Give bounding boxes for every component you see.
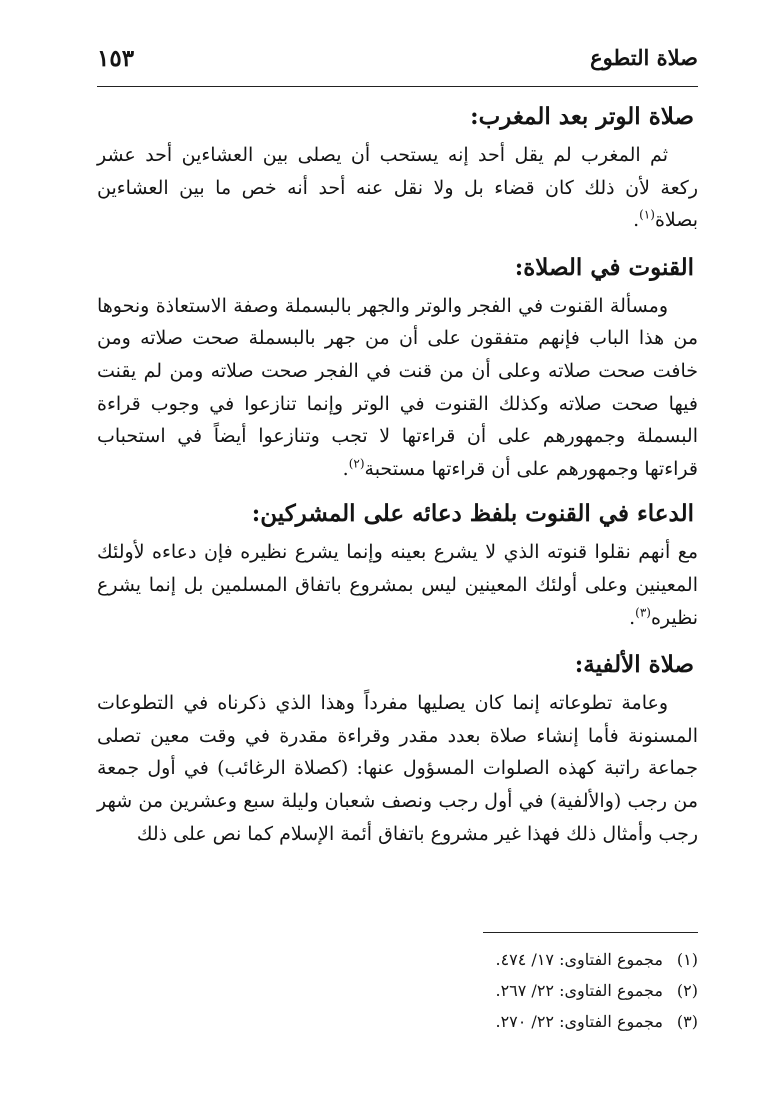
footnote-reference[interactable]: (٣) (635, 605, 651, 620)
paragraph-text: ثم المغرب لم يقل أحد إنه يستحب أن يصلى بين العشاءين أحد عشر ركعة لأن ذلك كان قضاء بل ولا نقل عنه أحد أنه خص ما بين العشاءين بصلاة (97, 144, 698, 232)
footnote-number: (٣) (676, 1012, 698, 1031)
sentence-end: . (342, 457, 349, 480)
footnote-item (97, 944, 698, 975)
section-paragraph (97, 536, 698, 634)
footnote-text: مجموع الفتاوى: ٢٢/ ٢٦٧. (495, 981, 663, 1000)
section-heading-qunut-in-prayer: القنوت في الصلاة: (514, 253, 694, 281)
footnote-text: مجموع الفتاوى: ١٧/ ٤٧٤. (495, 950, 663, 969)
main-text (97, 100, 698, 850)
footnote-item (97, 975, 698, 1006)
footnote-text: مجموع الفتاوى: ٢٢/ ٢٧٠. (495, 1012, 663, 1031)
footnote-number: (١) (676, 950, 698, 969)
footnote-reference[interactable]: (١) (639, 207, 655, 222)
section-paragraph (97, 290, 698, 486)
section-heading-alfiya-prayer: صلاة الألفية: (574, 651, 694, 679)
footnotes (97, 944, 698, 1037)
footnote-divider (483, 932, 698, 933)
section-heading-qunut-dua: الدعاء في القنوت بلفظ دعائه على المشركين: (251, 500, 694, 528)
footnote-number: (٢) (676, 981, 698, 1000)
sentence-end: . (629, 606, 636, 629)
running-header (97, 40, 698, 87)
sentence-end: . (633, 209, 640, 232)
paragraph-text: ومسألة القنوت في الفجر والوتر والجهر بالبسملة وصفة الاستعاذة ونحوها من هذا الباب فإنهم متفقون على أن من جهر بالبسملة صحت صلاته ومن خافت صحت صلاته وعلى أن من قنت في الفجر صحت صلاته ومن لم يقنت فيها صحت صلاته وكذلك القنوت في الوتر وإنما تنازعوا في وجوب قراءة البسملة وجمهورهم على أن قراءتها لا تجب وتنازعوا أيضاً في استحباب قراءتها وجمهورهم على أن قراءتها مستحبة (97, 294, 698, 480)
paragraph-text: مع أنهم نقلوا قنوته الذي لا يشرع بعينه وإنما يشرع نظيره فإن دعاءه لأولئك المعينين وعلى أولئك المعينين ليس بمشروع باتفاق المسلمين بل إنما يشرع نظيره (97, 541, 698, 629)
footnote-item (97, 1006, 698, 1037)
section-paragraph (97, 139, 698, 237)
section-heading-witr-after-maghrib: صلاة الوتر بعد المغرب: (470, 103, 694, 130)
paragraph-text: وعامة تطوعاته إنما كان يصليها مفرداً وهذا الذي ذكرناه في التطوعات المسنونة فأما إنشاء صلاة بعدد مقدر وقراءة مقدرة في وقت معين تصلى جماعة راتبة كهذه الصلوات المسؤول عنها: (كصلاة الرغائب) في أول جمعة من رجب (والألفية) في أول رجب ونصف شعبان وليلة سبع وعشرين من شهر رجب وأمثال ذلك فهذا غير مشروع باتفاق أئمة الإسلام كما نص على ذلك (97, 692, 698, 845)
page-number: ١٥٣ (97, 45, 135, 72)
footnote-reference[interactable]: (٢) (348, 456, 365, 471)
section-paragraph (97, 687, 698, 850)
running-title: صلاة التطوع (590, 45, 698, 70)
